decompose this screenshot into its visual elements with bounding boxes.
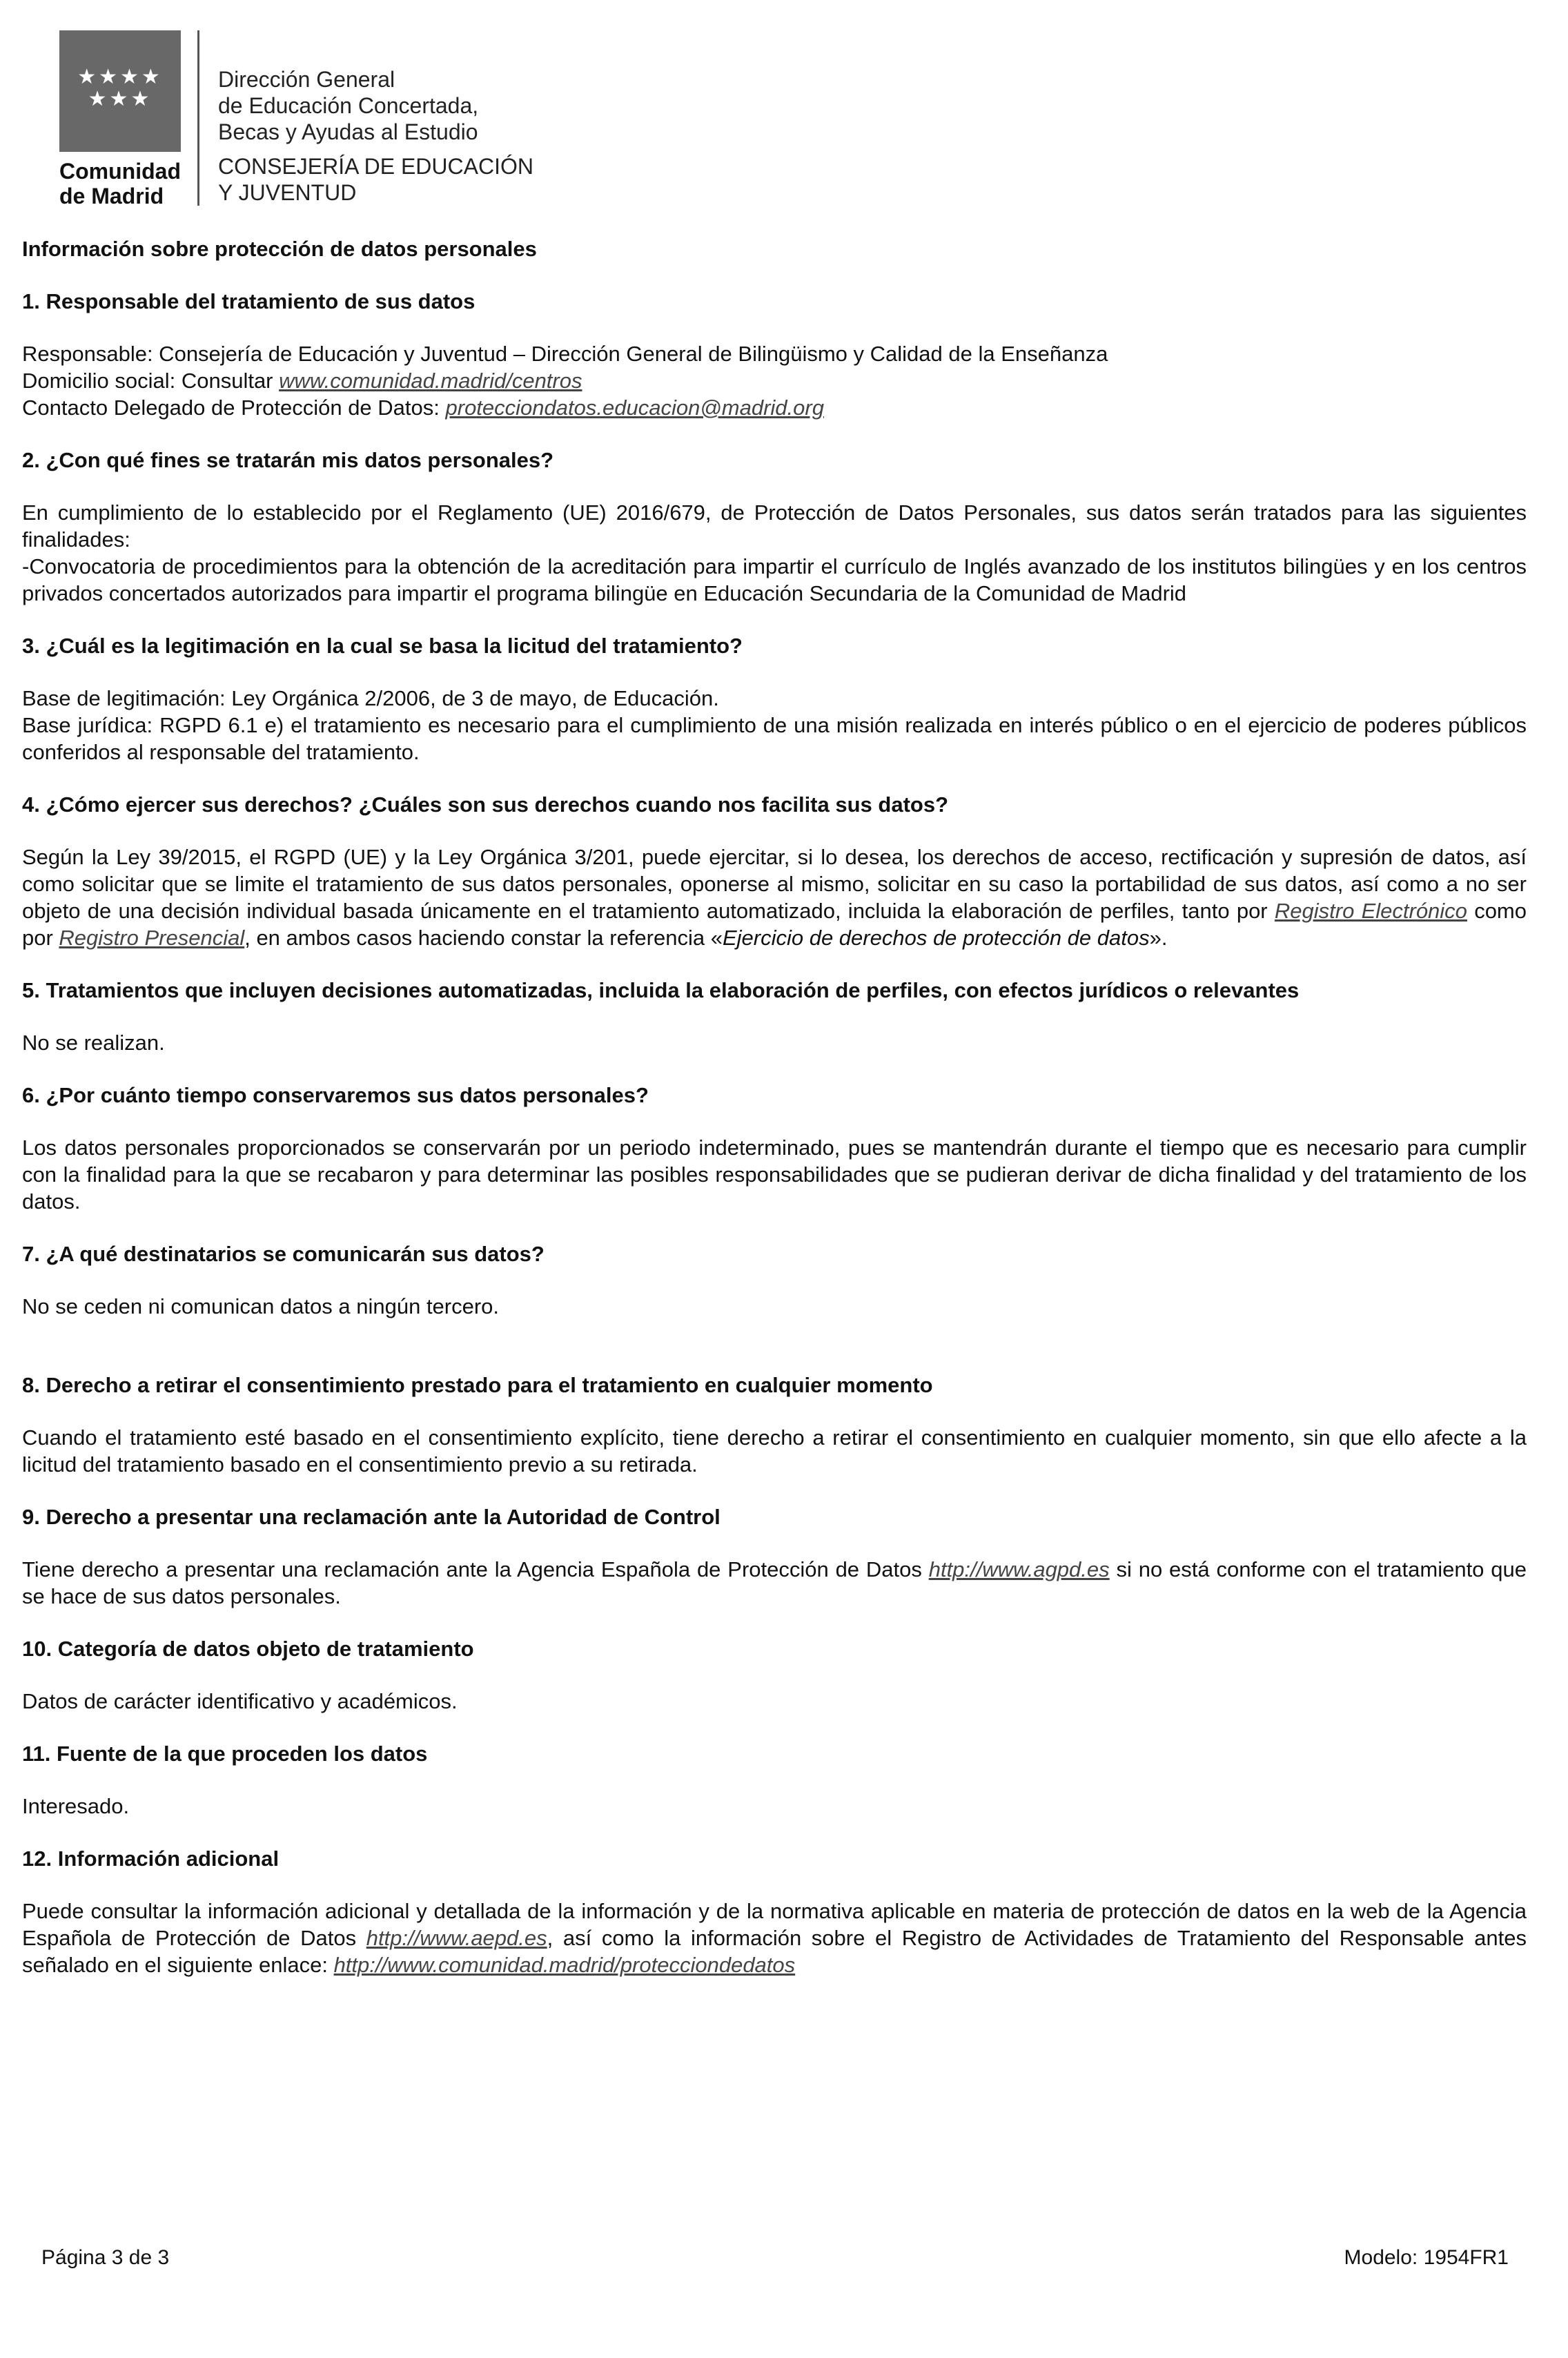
section-heading: 8. Derecho a retirar el consentimiento prestado para el tratamiento en cualquier momento <box>22 1373 933 1397</box>
section-heading: 1. Responsable del tratamiento de sus datos <box>22 289 476 313</box>
header-divider <box>197 30 199 206</box>
centros-link[interactable]: www.comunidad.madrid/centros <box>279 369 582 393</box>
spacer <box>22 1345 1527 1372</box>
section-5-body: No se realizan. <box>22 1031 165 1055</box>
section-heading: 3. ¿Cuál es la legitimación en la cual se basa la licitud del tratamiento? <box>22 634 743 658</box>
section-9-body: Tiene derecho a presentar una reclamación ante la Agencia Española de Protección de Datos http://www.agpd.es si no está conforme con el tratamiento que se hace de sus datos personales. <box>22 1557 1527 1608</box>
section-heading: 6. ¿Por cuánto tiempo conservaremos sus datos personales? <box>22 1083 649 1107</box>
section-3-body: Base de legitimación: Ley Orgánica 2/2006, de 3 de mayo, de Educación. Base jurídica: RGPD 6.1 e) el tratamiento es necesario para el cumplimiento de una misión realizada en interés público o en el ejercicio de poderes públicos conferidos al responsable del tratamiento. <box>22 686 1527 764</box>
section-7-body: No se ceden ni comunican datos a ningún tercero. <box>22 1294 500 1318</box>
consejeria: CONSEJERÍA DE EDUCACIÓN Y JUVENTUD <box>218 154 533 205</box>
section-heading: 11. Fuente de la que proceden los datos <box>22 1742 428 1766</box>
aepd-link[interactable]: http://www.aepd.es <box>366 1926 547 1950</box>
stars-icon: ★★★★ ★★★ <box>77 65 163 111</box>
model-number: Modelo: 1954FR1 <box>1344 2246 1509 2269</box>
dpo-email-link[interactable]: protecciondatos.educacion@madrid.org <box>445 396 824 420</box>
direccion-general: Dirección General de Educación Concertada, Becas y Ayudas al Estudio <box>218 67 479 144</box>
section-heading: 2. ¿Con qué fines se tratarán mis datos personales? <box>22 448 554 472</box>
section-11-body: Interesado. <box>22 1794 130 1818</box>
document-body <box>22 235 1527 1978</box>
section-4-body: Según la Ley 39/2015, el RGPD (UE) y la Ley Orgánica 3/201, puede ejercitar, si lo desea, los derechos de acceso, rectificación y supresión de datos, así como solicitar que se limite el tratamiento de sus datos personales, oponerse al mismo, solicitar en su caso la portabilidad de sus datos, así como a no ser objeto de una decisión individual basada únicamente en el tratamiento automatizado, incluida la elaboración de perfiles, tanto por Registro Electrónico como por Registro Presencial, en ambos casos haciendo constar la referencia «Ejercicio de derechos de protección de datos». <box>22 845 1527 950</box>
section-heading: 10. Categoría de datos objeto de tratamiento <box>22 1637 474 1661</box>
section-1-body: Responsable: Consejería de Educación y Juventud – Dirección General de Bilingüismo y Calidad de la Enseñanza Domicilio social: Consultar www.comunidad.madrid/centros Contacto Delegado de Protección de Datos: protecciondatos.educacion@madrid.org <box>22 342 1108 420</box>
page-number: Página 3 de 3 <box>41 2246 170 2269</box>
section-heading: 9. Derecho a presentar una reclamación ante la Autoridad de Control <box>22 1505 721 1529</box>
section-heading: 5. Tratamientos que incluyen decisiones automatizadas, incluida la elaboración de perfiles, con efectos jurídicos o relevantes <box>22 978 1300 1002</box>
agpd-link[interactable]: http://www.agpd.es <box>928 1557 1110 1581</box>
section-12-body: Puede consultar la información adicional y detallada de la información y de la normativa aplicable en materia de protección de datos en la web de la Agencia Española de Protección de Datos http://www.aepd.es, así como la información sobre el Registro de Actividades de Tratamiento del Responsable antes señalado en el siguiente enlace: http://www.comunidad.madrid/protecciondedatos <box>22 1899 1527 1977</box>
section-6-body: Los datos personales proporcionados se conservarán por un periodo indeterminado, pues se mantendrán durante el tiempo que es necesario para cumplir con la finalidad para la que se recabaron y para determinar las posibles responsabilidades que se pudieran derivar de dicha finalidad y del tratamiento de los datos. <box>22 1136 1527 1214</box>
logo-text: Comunidad de Madrid <box>59 159 181 208</box>
section-8-body: Cuando el tratamiento esté basado en el consentimiento explícito, tiene derecho a retirar el consentimiento en cualquier momento, sin que ello afecte a la licitud del tratamiento basado en el consentimiento previo a su retirada. <box>22 1425 1527 1477</box>
doc-title: Información sobre protección de datos personales <box>22 237 537 261</box>
section-heading: 7. ¿A qué destinatarios se comunicarán sus datos? <box>22 1242 545 1266</box>
registro-electronico-link[interactable]: Registro Electrónico <box>1274 899 1467 923</box>
comunidad-madrid-logo <box>59 30 181 152</box>
section-2-body: En cumplimiento de lo establecido por el Reglamento (UE) 2016/679, de Protección de Datos Personales, sus datos serán tratados para las siguientes finalidades: -Convocatoria de procedimientos para la obtención de la acreditación para impartir el currículo de Inglés avanzado de los institutos bilingües y en los centros privados concertados autorizados para impartir el programa bilingüe en Educación Secundaria de la Comunidad de Madrid <box>22 500 1527 605</box>
proteccion-datos-link[interactable]: http://www.comunidad.madrid/protecciondedatos <box>333 1953 796 1977</box>
registro-presencial-link[interactable]: Registro Presencial <box>59 926 245 950</box>
section-heading: 12. Información adicional <box>22 1847 280 1871</box>
section-heading: 4. ¿Cómo ejercer sus derechos? ¿Cuáles son sus derechos cuando nos facilita sus datos? <box>22 792 949 817</box>
section-10-body: Datos de carácter identificativo y académicos. <box>22 1689 458 1713</box>
